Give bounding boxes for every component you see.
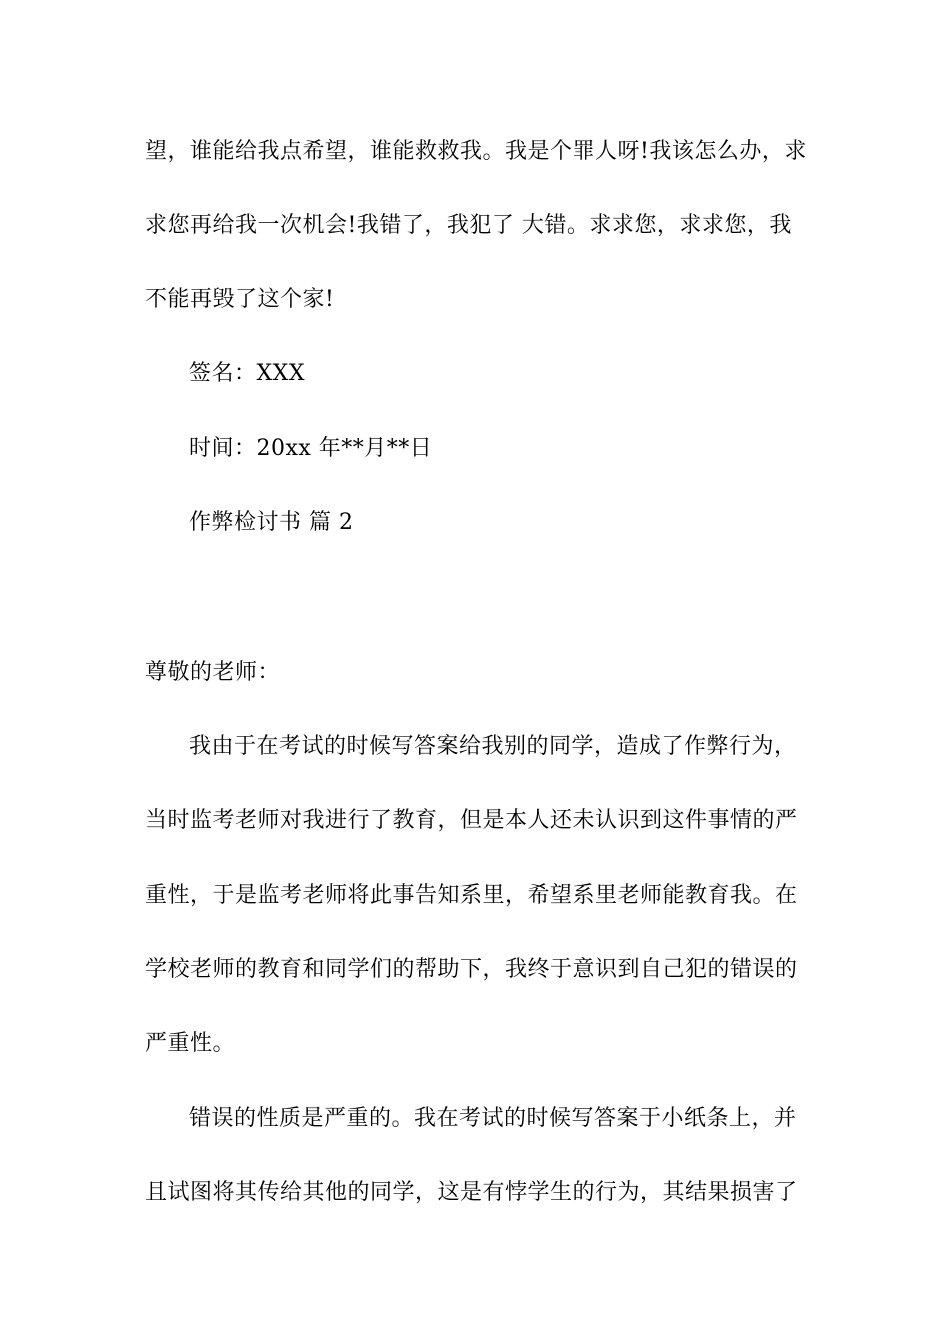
paragraph-line: 求您再给我一次机会!我错了，我犯了 大错。求求您，求求您，我: [145, 213, 792, 238]
paragraph-line: 我由于在考试的时候写答案给我别的同学，造成了作弊行为，: [189, 734, 797, 759]
date-line: 时间：20xx 年**月**日: [189, 436, 433, 461]
paragraph-line: 当时监考老师对我进行了教育，但是本人还未认识到这件事情的严: [145, 808, 798, 833]
paragraph-line: 严重性。: [145, 1031, 236, 1056]
paragraph-line: 不能再毁了这个家!: [145, 287, 335, 312]
paragraph-line: 望，谁能给我点希望，谁能救救我。我是个罪人呀!我该怎么办，求: [145, 139, 807, 164]
section-heading: 作弊检讨书 篇 2: [189, 510, 354, 535]
paragraph-line: 学校老师的教育和同学们的帮助下，我终于意识到自己犯的错误的: [145, 957, 798, 982]
paragraph-line: 且试图将其传给其他的同学，这是有悖学生的行为，其结果损害了: [145, 1180, 798, 1205]
signature-line: 签名：XXX: [189, 361, 305, 386]
paragraph-line: 重性，于是监考老师将此事告知系里，希望系里老师能教育我。在: [145, 883, 798, 908]
salutation: 尊敬的老师：: [145, 660, 281, 685]
paragraph-line: 错误的性质是严重的。我在考试的时候写答案于小纸条上，并: [189, 1106, 797, 1131]
